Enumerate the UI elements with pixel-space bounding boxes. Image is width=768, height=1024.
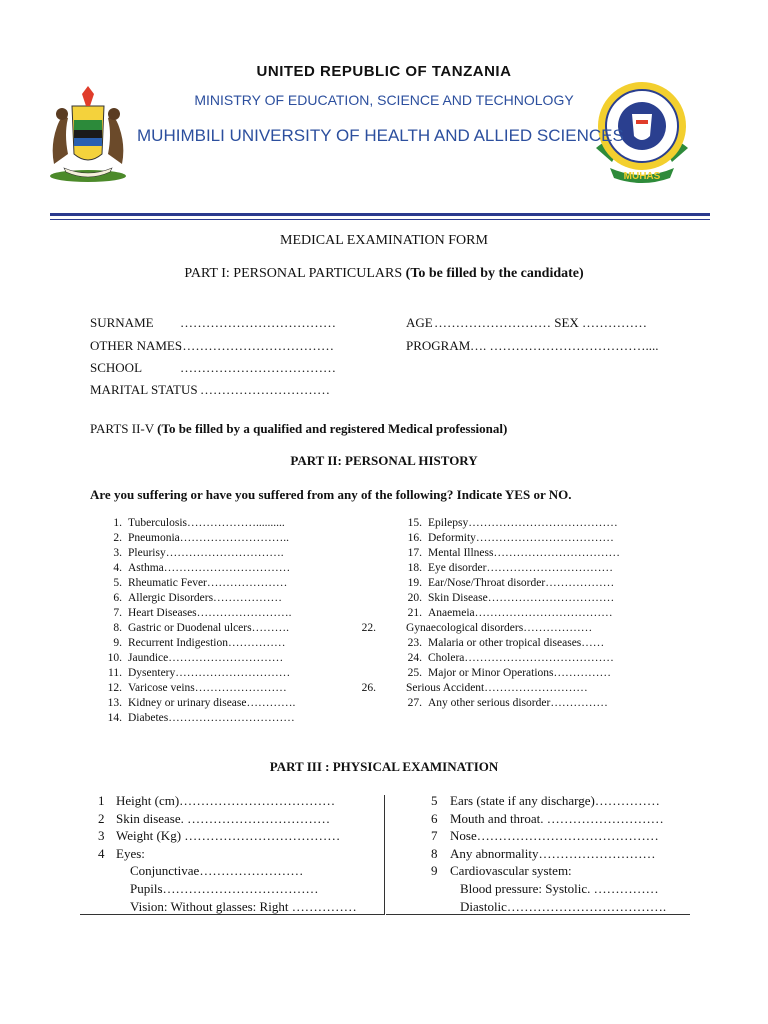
exam-item-number: 4 bbox=[98, 845, 105, 861]
exam-item[interactable] bbox=[98, 863, 303, 879]
history-item-label: Malaria or other tropical diseases…… bbox=[428, 637, 605, 649]
history-item-number: 19. bbox=[407, 577, 422, 589]
exam-item-number: 1 bbox=[98, 793, 105, 808]
history-item-number: 9. bbox=[113, 637, 122, 649]
exam-item-label: Height (cm)……………………………… bbox=[116, 793, 336, 808]
history-item-number: 1. bbox=[113, 517, 122, 529]
exam-item-label: Diastolic………………………………. bbox=[460, 898, 667, 914]
history-item-label: Serious Accident……………………… bbox=[406, 682, 588, 694]
parts2-5-heading: PARTS II-V (To be filled by a qualified and registered Medical professional) bbox=[90, 421, 508, 436]
history-item-label: Ear/Nose/Throat disorder……………… bbox=[428, 577, 615, 589]
part3-heading: PART III : PHYSICAL EXAMINATION bbox=[269, 759, 499, 774]
history-item-label: Allergic Disorders……………… bbox=[128, 592, 283, 604]
history-item-number: 7. bbox=[113, 607, 122, 619]
part2-heading: PART II: PERSONAL HISTORY bbox=[290, 453, 478, 468]
table-bottom-rule-right bbox=[386, 914, 690, 915]
surname-label: SURNAME bbox=[90, 315, 154, 330]
history-item-number: 5. bbox=[113, 577, 122, 589]
history-item-label: Dysentery………………………… bbox=[128, 667, 291, 679]
marital-status-field[interactable]: ………………………… bbox=[200, 382, 330, 397]
exam-item[interactable] bbox=[431, 881, 659, 897]
history-item-number: 27. bbox=[407, 697, 422, 709]
history-item-label: Pleurisy…………………………. bbox=[128, 547, 284, 559]
exam-item-label: Skin disease. …………………………… bbox=[116, 810, 331, 826]
exam-item-number: 6 bbox=[431, 810, 438, 826]
program-field[interactable]: …. ……………………………….... bbox=[470, 338, 659, 353]
exam-item-label: Pupils……………………………… bbox=[130, 881, 319, 896]
exam-item[interactable] bbox=[98, 811, 330, 827]
history-item-label: Eye disorder…………………………… bbox=[428, 562, 613, 574]
exam-item[interactable] bbox=[431, 899, 666, 915]
exam-item-label: Eyes: bbox=[116, 845, 145, 861]
history-item-label: Anaemeia……………………………… bbox=[428, 607, 613, 619]
history-item-number: 21. bbox=[407, 607, 422, 619]
history-item-label: Heart Diseases……………………. bbox=[128, 607, 292, 619]
exam-item[interactable] bbox=[98, 899, 357, 915]
history-item-number: 25. bbox=[407, 667, 422, 679]
exam-item-label: Weight (Kg) ……………………………… bbox=[116, 828, 341, 844]
history-item-label: Rheumatic Fever………………… bbox=[128, 577, 288, 589]
other-names-label: OTHER NAMES bbox=[90, 338, 183, 353]
exam-item[interactable] bbox=[431, 793, 660, 809]
exam-item-number: 3 bbox=[98, 828, 105, 844]
history-item-number: 24. bbox=[407, 652, 422, 664]
history-item-label: Gastric or Duodenal ulcers………. bbox=[128, 622, 289, 634]
history-item-number: 2. bbox=[113, 532, 122, 544]
age-label: AGE bbox=[406, 315, 433, 330]
history-item-number: 3. bbox=[113, 547, 122, 559]
history-item-number: 26. bbox=[361, 682, 376, 694]
surname-field[interactable]: ……………………………… bbox=[180, 315, 336, 330]
history-item-number: 16. bbox=[407, 532, 422, 544]
exam-item[interactable] bbox=[431, 863, 572, 879]
exam-item[interactable] bbox=[98, 881, 319, 897]
history-item-number: 15. bbox=[407, 517, 422, 529]
exam-item-label: Cardiovascular system: bbox=[450, 863, 572, 879]
exam-item-label: Blood pressure: Systolic. …………… bbox=[460, 881, 659, 896]
history-item-label: Tuberculosis……………….......... bbox=[128, 517, 285, 529]
exam-item[interactable] bbox=[98, 793, 335, 809]
exam-item-number: 8 bbox=[431, 845, 438, 861]
exam-item[interactable] bbox=[431, 846, 655, 862]
exam-item-label: Mouth and throat. ……………………… bbox=[450, 810, 664, 826]
exam-item[interactable] bbox=[431, 828, 659, 844]
university-heading: MUHIMBILI UNIVERSITY OF HEALTH AND ALLIED SCIENCES bbox=[137, 126, 624, 145]
history-item-label: Jaundice………………………… bbox=[128, 652, 284, 664]
table-divider bbox=[384, 795, 385, 915]
age-sex-field[interactable]: ……………………… SEX …………… bbox=[434, 315, 648, 330]
exam-item-label: Vision: Without glasses: Right …………… bbox=[130, 898, 357, 914]
history-item-number: 17. bbox=[407, 547, 422, 559]
history-item-number: 13. bbox=[107, 697, 122, 709]
form-title: MEDICAL EXAMINATION FORM bbox=[280, 233, 488, 248]
school-label: SCHOOL bbox=[90, 360, 143, 375]
part1-heading: PART I: PERSONAL PARTICULARS (To be filled by the candidate) bbox=[184, 266, 584, 281]
history-item-label: Cholera………………………………… bbox=[428, 652, 614, 664]
exam-item-number: 7 bbox=[431, 828, 438, 844]
seal-text: MUHAS bbox=[623, 171, 661, 182]
history-item-number: 23. bbox=[407, 637, 422, 649]
exam-item[interactable] bbox=[98, 846, 145, 862]
history-item-label: Varicose veins…………………… bbox=[128, 682, 287, 694]
history-item-number: 6. bbox=[113, 592, 122, 604]
history-item-label: Gynaecological disorders……………… bbox=[406, 622, 593, 634]
exam-item-number: 2 bbox=[98, 810, 105, 826]
history-item-label: Skin Disease…………………………… bbox=[428, 592, 615, 604]
history-item-number: 11. bbox=[108, 667, 122, 679]
program-label: PROGRAM bbox=[406, 338, 471, 353]
history-item-number: 4. bbox=[113, 562, 122, 574]
history-item-label: Any other serious disorder…………… bbox=[428, 697, 608, 709]
history-item-label: Asthma…………………………… bbox=[128, 562, 291, 574]
exam-item-label: Any abnormality……………………… bbox=[450, 845, 656, 861]
exam-item-label: Nose…………………………………… bbox=[450, 828, 659, 844]
history-item-number: 18. bbox=[407, 562, 422, 574]
exam-item-label: Conjunctivae…………………… bbox=[130, 863, 304, 879]
history-item-number: 10. bbox=[107, 652, 122, 664]
exam-item-label: Ears (state if any discharge)…………… bbox=[450, 793, 660, 808]
history-item-number: 14. bbox=[107, 712, 122, 724]
header-rule-thick bbox=[50, 213, 710, 216]
school-field[interactable]: ……………………………… bbox=[180, 360, 336, 375]
history-question: Are you suffering or have you suffered from any of the following? Indicate YES or NO. bbox=[90, 487, 572, 502]
header-rule-thin bbox=[50, 219, 710, 220]
history-item-label: Mental Illness…………………………… bbox=[428, 547, 620, 559]
exam-item[interactable] bbox=[98, 828, 340, 844]
country-heading: UNITED REPUBLIC OF TANZANIA bbox=[256, 63, 512, 80]
exam-item-number: 5 bbox=[431, 793, 438, 808]
history-item-number: 22. bbox=[361, 622, 376, 634]
history-item-number: 20. bbox=[407, 592, 422, 604]
marital-status-label: MARITAL STATUS bbox=[90, 382, 198, 397]
history-item-label: Diabetes…………………………… bbox=[128, 712, 295, 724]
other-names-field[interactable]: ……………………………… bbox=[178, 338, 334, 353]
history-item-label: Deformity……………………………… bbox=[428, 532, 614, 544]
history-item-number: 8. bbox=[113, 622, 122, 634]
exam-item[interactable] bbox=[431, 811, 664, 827]
history-item-label: Major or Minor Operations…………… bbox=[428, 667, 612, 679]
exam-item-number: 9 bbox=[431, 863, 438, 879]
history-item-number: 12. bbox=[107, 682, 122, 694]
table-bottom-rule-left bbox=[80, 914, 384, 915]
history-item-label: Recurrent Indigestion…………… bbox=[128, 637, 286, 649]
ministry-heading: MINISTRY OF EDUCATION, SCIENCE AND TECHNOLOGY bbox=[194, 92, 574, 108]
history-item-label: Epilepsy………………………………… bbox=[428, 517, 618, 529]
history-item-label: Kidney or urinary disease…………. bbox=[128, 697, 296, 709]
history-item-label: Pneumonia……………………….. bbox=[128, 532, 289, 544]
